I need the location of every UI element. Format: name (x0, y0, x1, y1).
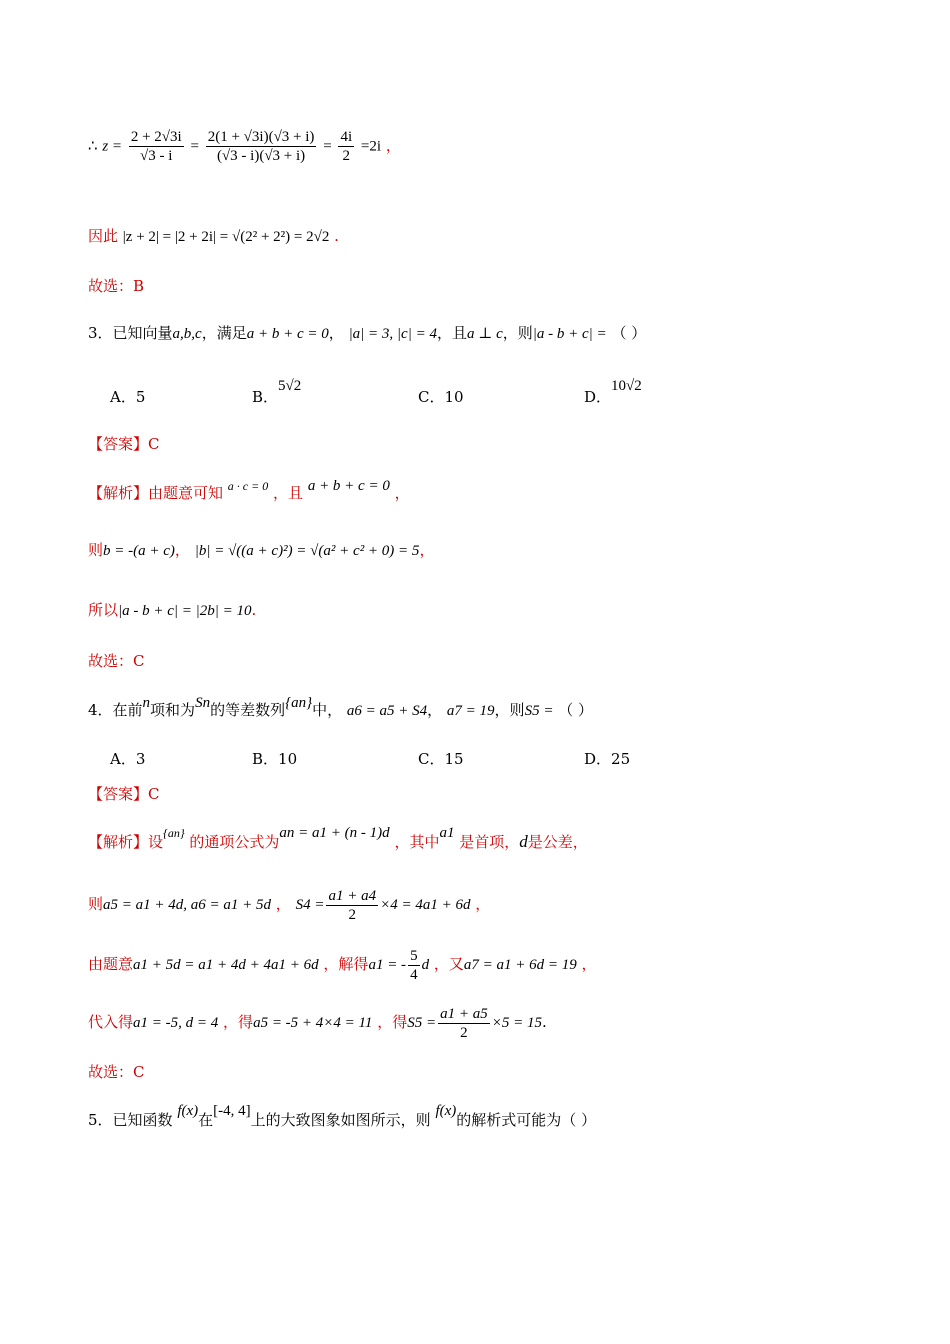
q3-conclusion: 故选：C (88, 652, 145, 670)
q3-sep1: ， (328, 324, 344, 342)
q3-mid3: ，则 (502, 324, 533, 342)
modulus-formula: |z + 2| = |2 + 2i| = √(2² + 2²) = 2√2 (122, 229, 330, 245)
q4-line2-end: ， (475, 895, 491, 913)
z-computation-line (88, 128, 401, 165)
q3-cond3: a ⊥ c (466, 326, 503, 342)
q3-line3-end: . (251, 601, 257, 619)
q4-line3-mid1: ，解得 (323, 955, 369, 973)
question-5-stem (88, 1103, 597, 1131)
q4-line2-prefix: 则 (88, 895, 104, 913)
q4-answer: 【答案】C (88, 785, 160, 803)
z-result: =2i (360, 138, 382, 155)
q3-option-d-label: D． (584, 388, 612, 406)
q5-mid2: 上的大致图象如图所示，则 (250, 1111, 431, 1129)
q4-sep1: ， (427, 701, 443, 719)
q4-conclusion: 故选：C (88, 1063, 145, 1081)
q3-option-a-label: A．5 (110, 388, 146, 406)
q3-cond2: |a| = 3, |c| = 4 (348, 326, 437, 342)
fraction-1-denominator: √3 - i (140, 148, 173, 164)
q4-line3-prefix: 由题意 (88, 955, 134, 973)
q4-n: n (142, 695, 151, 711)
q5-interval: [-4, 4] (213, 1103, 251, 1119)
equals-sign: = (190, 138, 199, 155)
q4-ask: S5 = (524, 703, 554, 719)
q4-line3-f3: a7 = a1 + 6d = 19 (463, 957, 577, 973)
q4-line4-f3-lhs: S5 = (407, 1015, 437, 1031)
q5-mid3: 的解析式可能为（ ） (456, 1111, 597, 1129)
comma: ， (385, 136, 401, 155)
q4-line3-mid2: ，又 (433, 955, 464, 973)
fraction-2 (206, 128, 317, 165)
q3-line3-f: |a - b + c| = |2b| = 10 (118, 603, 252, 619)
q4-analysis-mid1: 的通项公式为 (189, 833, 280, 851)
q4-analysis-line3 (88, 944, 597, 985)
q4-line2-f2-lhs: S4 = (295, 897, 325, 913)
q3-mid1: ，满足 (201, 324, 247, 342)
q4-line2-fraction (326, 887, 378, 924)
q3-line2-prefix: 则 (88, 541, 104, 559)
q5-number: 5．已知函数 (88, 1111, 173, 1129)
q4-an: {an} (285, 695, 313, 711)
q4-analysis-f1: an = a1 + (n - 1)d (279, 825, 390, 841)
q3-answer: 【答案】C (88, 435, 160, 453)
q3-line3-prefix: 所以 (88, 601, 119, 619)
q4-analysis-an: {an} (163, 826, 185, 840)
q4-analysis-d: d (519, 832, 528, 851)
q4-line4-frac-num: a1 + a5 (440, 1005, 488, 1022)
q4-line4-mid2: ，得 (377, 1013, 408, 1031)
q4-analysis-label: 【解析】设 (88, 833, 164, 851)
q3-option-c-label: C．10 (418, 388, 464, 406)
q3-analysis-f1: a · c = 0 (227, 479, 269, 493)
q4-analysis-line4 (88, 1002, 547, 1043)
fraction-3-denominator: 2 (342, 148, 351, 164)
q3-option-b-label: B． (252, 388, 279, 406)
q4-line4-fraction (438, 1005, 490, 1042)
q3-cond1: a + b + c = 0 (246, 326, 329, 342)
q4-mid3: 中， (312, 701, 343, 719)
q3-option-d (584, 378, 642, 407)
q4-mid2: 的等差数列 (210, 701, 286, 719)
q4-analysis-a1: a1 (439, 825, 455, 841)
q4-line4-end: . (541, 1013, 547, 1031)
q3-line2-end: ， (419, 541, 435, 559)
q3-analysis-line3 (88, 600, 256, 621)
q4-line2-sep: ， (275, 895, 291, 913)
therefore-symbol: ∴ (88, 138, 98, 155)
q3-analysis-mid: ，且 (273, 484, 304, 502)
q4-cond2: a7 = 19 (446, 703, 495, 719)
question-4-stem (88, 695, 593, 721)
q3-option-d-value: 10√2 (611, 378, 642, 394)
period: . (334, 227, 339, 245)
q4-mid4: ，则 (494, 701, 525, 719)
q3-number: 3．已知向量 (88, 324, 173, 342)
q5-mid1: 在 (198, 1111, 214, 1129)
q4-analysis-mid2: ，其中 (394, 833, 440, 851)
q3-analysis-f2: a + b + c = 0 (307, 478, 390, 494)
equals-sign: = (323, 138, 332, 155)
q3-option-c (418, 386, 464, 407)
q4-cond1: a6 = a5 + S4 (346, 703, 428, 719)
q3-analysis-line1 (88, 478, 410, 504)
q4-line4-frac-den: 2 (460, 1024, 468, 1041)
q4-line2-f2-rhs: ×4 = 4a1 + 6d (380, 897, 471, 913)
q3-analysis-label: 【解析】由题意可知 (88, 484, 224, 502)
q5-fx: f(x) (177, 1103, 199, 1119)
q3-line2-sep: ， (174, 541, 190, 559)
q3-paren: （ ） (611, 324, 647, 342)
q3-ask: |a - b + c| = (532, 326, 607, 342)
q4-option-a: A．3 (110, 750, 146, 768)
q4-option-d: D．25 (584, 750, 631, 768)
fraction-1-numerator: 2 + 2√3i (130, 129, 182, 145)
fraction-1 (129, 128, 184, 165)
q4-line3-f1: a1 + 5d = a1 + 4d + 4a1 + 6d (133, 957, 319, 973)
q3-vars: a,b,c (172, 326, 202, 342)
q4-line4-f2: a5 = -5 + 4×4 = 11 (253, 1015, 373, 1031)
q4-line2-frac-num: a1 + a4 (328, 887, 377, 904)
q4-line4-f3-rhs: ×5 = 15 (491, 1015, 542, 1031)
q4-line3-frac-den: 4 (410, 966, 418, 983)
modulus-line (88, 226, 339, 247)
q4-mid1: 项和为 (150, 701, 196, 719)
q4-analysis-mid3: 是首项， (459, 833, 520, 851)
q4-number: 4．在前 (88, 701, 143, 719)
q4-line4-f1: a1 = -5, d = 4 (133, 1015, 219, 1031)
q3-analysis-end: ， (394, 484, 410, 502)
q4-analysis-mid4: 是公差， (527, 833, 588, 851)
q4-line3-frac-num: 5 (410, 947, 418, 964)
fraction-3 (338, 128, 354, 165)
q4-line3-fraction (408, 947, 420, 984)
q4-option-b: B．10 (252, 750, 298, 768)
q3-option-a (110, 386, 145, 407)
q4-option-c: C．15 (418, 750, 464, 768)
q5-fx2: f(x) (435, 1103, 457, 1119)
fraction-2-numerator: 2(1 + √3i)(√3 + i) (207, 129, 315, 145)
q4-line2-frac-den: 2 (348, 906, 357, 923)
fraction-3-numerator: 4i (340, 129, 353, 145)
choice-b-conclusion: 故选：B (88, 277, 145, 295)
q3-option-b-value: 5√2 (278, 378, 302, 394)
q3-option-b (252, 378, 302, 407)
q4-analysis-line2 (88, 884, 490, 925)
q4-sn: Sn (195, 695, 211, 711)
q4-analysis-line1 (88, 825, 588, 853)
q4-line4-mid1: ，得 (223, 1013, 254, 1031)
q4-line2-f1: a5 = a1 + 4d, a6 = a1 + 5d (103, 897, 272, 913)
q4-line4-prefix: 代入得 (88, 1013, 134, 1031)
fraction-2-denominator: (√3 - i)(√3 + i) (216, 148, 306, 164)
q4-line3-f2-lhs: a1 = - (368, 957, 407, 973)
z-equals: z = (102, 138, 123, 155)
q3-analysis-line2 (88, 540, 434, 561)
q4-line3-f2-rhs: d (421, 957, 430, 973)
q4-line3-end: ， (581, 955, 597, 973)
question-3-stem (88, 323, 646, 344)
q3-line2-f2: |b| = √((a + c)²) = √(a² + c² + 0) = 5 (194, 543, 420, 559)
q3-line2-f1: b = -(a + c) (103, 543, 175, 559)
q4-paren: （ ） (558, 701, 593, 719)
therefore-label: 因此 (88, 227, 119, 245)
q3-mid2: ，且 (436, 324, 467, 342)
